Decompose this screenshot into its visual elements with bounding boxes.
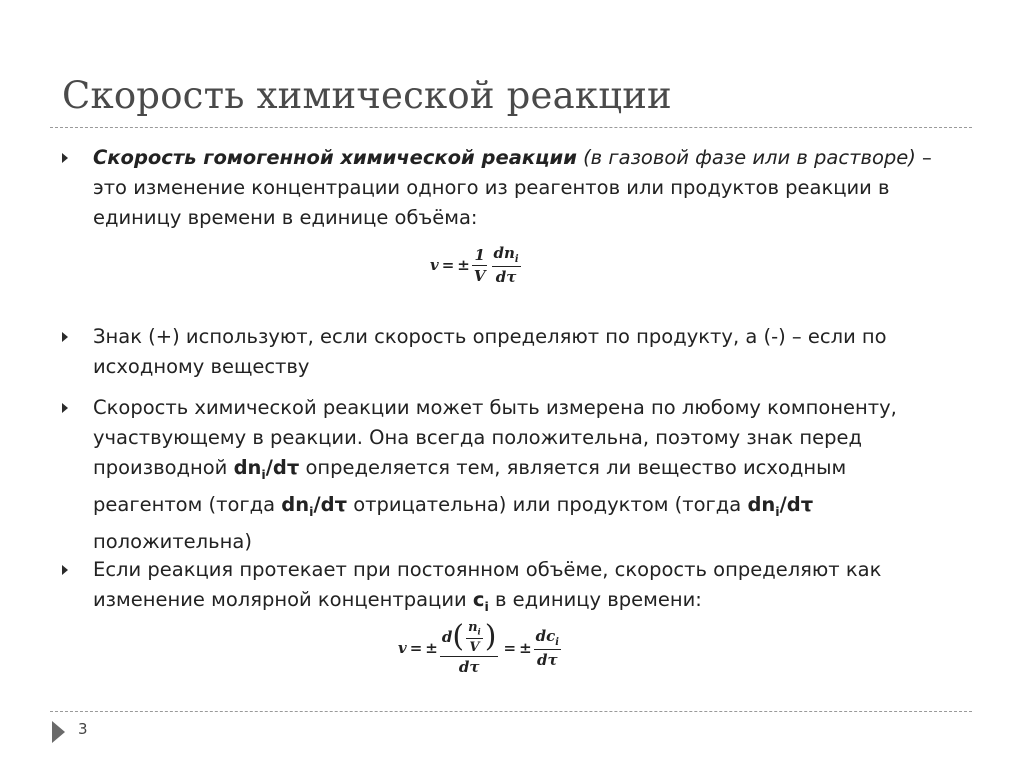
rate-formula-volume: v = ± $\frac{1}{V}$ $\frac{dn_i}{d\tau}$ bbox=[430, 244, 519, 286]
rate-formula-concentration: v = ± d ( $\frac{n_i}{V}$ ) dτ = ± $\frac{dc_i}{d\tau}$ bbox=[398, 619, 559, 676]
bullet-arrow-icon bbox=[62, 565, 68, 575]
bullet-arrow-icon bbox=[62, 403, 68, 413]
definition-text: – это изменение концентрации одного из реагентов или продуктов реакции в единицу времени в единице объёма: bbox=[93, 146, 932, 229]
bullet-item-sign: Знак (+) используют, если скорость определяют по продукту, а (-) – если по исходному веществу bbox=[93, 325, 887, 378]
page-number: 3 bbox=[78, 720, 88, 738]
bullet-item-definition bbox=[93, 143, 953, 233]
slide-title: Скорость химической реакции bbox=[62, 74, 672, 117]
definition-qualifier: (в газовой фазе или в растворе) bbox=[576, 146, 916, 169]
derivative-symbol: $dn_i/d\tau$ bbox=[281, 492, 348, 519]
derivative-symbol: $dn_i/d\tau$ bbox=[233, 456, 300, 482]
bullet-arrow-icon bbox=[62, 332, 68, 342]
derivative-symbol: $dn_i/d\tau$ bbox=[747, 492, 814, 519]
bullet-item-measurement: Скорость химической реакции может быть измерена по любому компоненту, участвующему в реакции. Она всегда положительна, поэтому знак перед производной $dn_i/d\tau$ определяется тем, является ли вещество исходным реагентом (тогда $dn_i/d\tau$ отрицательна) или продуктом (тогда $dn_i/d\tau$ положительна) bbox=[93, 396, 897, 553]
bullet-arrow-icon bbox=[62, 153, 68, 163]
title-divider bbox=[50, 127, 972, 128]
concentration-symbol: $c_i$ bbox=[472, 588, 489, 614]
footer-divider bbox=[50, 711, 972, 712]
definition-term: Скорость гомогенной химической реакции bbox=[93, 146, 577, 169]
bullet-item-constant-volume: Если реакция протекает при постоянном объёме, скорость определяют как изменение молярной концентрации $c_i$ в единицу времени: bbox=[93, 558, 882, 614]
slide-arrow-icon bbox=[52, 721, 65, 743]
